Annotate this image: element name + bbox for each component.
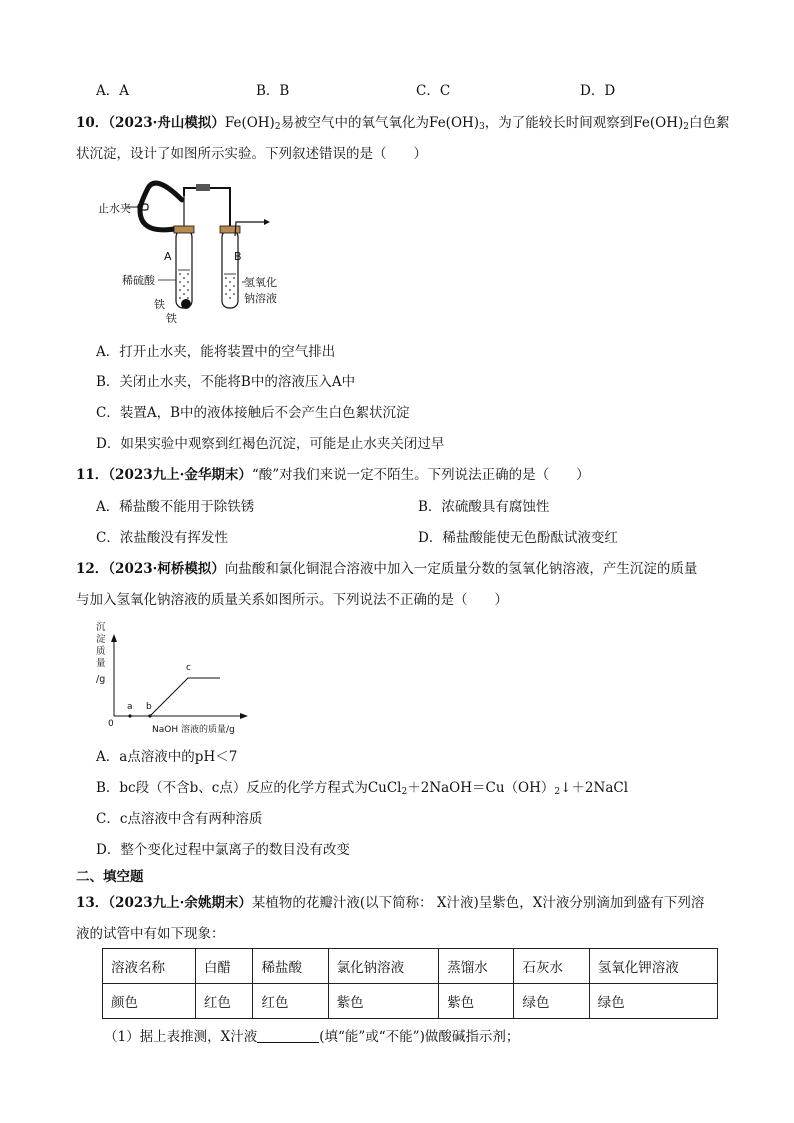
option-text: B．bc段（不含b、c点）反应的化学方程式为CuCl	[96, 780, 402, 796]
stem-text: 某植物的花瓣汁液(以下简称： X汁液)呈紫色，X汁液分别滴加到盛有下列溶	[251, 895, 705, 911]
subquestion-text: (填“能”或“不能”)做酸碱指示剂；	[319, 1029, 520, 1045]
table-cell: 紫色	[439, 984, 514, 1019]
q11-option-c: C．浓盐酸没有挥发性	[96, 530, 228, 546]
stem-text: ，为了能较长时间观察到Fe(OH)	[484, 115, 684, 131]
option-b: B．B	[256, 83, 290, 99]
question-13-line-2: 液的试管中有如下现象：	[76, 926, 225, 942]
acid-label: 稀硫酸	[122, 274, 155, 287]
table-cell: 氯化钠溶液	[328, 949, 439, 984]
question-11-stem	[76, 466, 590, 484]
apparatus-figure	[96, 174, 286, 326]
question-12-line-1	[76, 560, 697, 578]
rubber-tube	[140, 183, 182, 230]
table-cell: 白醋	[195, 949, 253, 984]
table-row	[103, 984, 718, 1019]
question-source: （2023九上·金华期末）	[108, 467, 252, 483]
section-heading: 二、填空题	[76, 869, 144, 885]
clamp-label: 止水夹	[98, 202, 131, 215]
table-cell: 绿色	[589, 984, 717, 1019]
question-source: （2023九上·余姚期末）	[108, 895, 252, 911]
origin-label: 0	[108, 719, 114, 729]
iron-label-2: 铁	[166, 312, 177, 325]
stem-text: 白色絮	[689, 115, 730, 131]
table-row	[103, 949, 718, 984]
q11-option-d: D．稀盐酸能使无色酚酞试液变红	[418, 530, 618, 546]
iron-lump	[181, 299, 191, 309]
subscript: 2	[554, 787, 561, 797]
point-c-label: c	[186, 663, 191, 673]
table-cell: 红色	[195, 984, 253, 1019]
x-axis-label: NaOH 溶液的质量/g	[152, 725, 235, 735]
svg-text:沉: 沉	[96, 622, 106, 633]
option-text: ↓＋2NaCl	[560, 780, 629, 796]
q12-option-a: A．a点溶液中的pH＜7	[96, 749, 238, 765]
option-a: A．A	[96, 83, 129, 99]
q10-option-b: B．关闭止水夹，不能将B中的溶液压入A中	[96, 374, 356, 390]
q11-option-b: B．浓硫酸具有腐蚀性	[418, 499, 550, 515]
subscript: 2	[274, 122, 281, 132]
q12-option-b	[96, 779, 628, 801]
question-number: 13．	[76, 895, 109, 911]
q11-option-a: A．稀盐酸不能用于除铁锈	[96, 499, 255, 515]
point-b-label: b	[146, 702, 152, 712]
naoh-label-1: 氢氧化	[244, 276, 277, 289]
q10-option-c: C．装置A，B中的液体接触后不会产生白色絮状沉淀	[96, 405, 410, 421]
question-number: 12．	[76, 561, 109, 577]
svg-text:量: 量	[96, 658, 106, 669]
answer-blank[interactable]	[257, 1030, 319, 1043]
tube-b	[222, 230, 238, 308]
subscript: 2	[683, 122, 690, 132]
tube-a-label: A	[164, 250, 172, 263]
table-cell: 稀盐酸	[253, 949, 328, 984]
option-text: ＋2NaOH＝Cu（OH）	[407, 780, 555, 796]
color-table	[102, 948, 718, 1019]
table-cell: 紫色	[328, 984, 439, 1019]
naoh-label-2: 钠溶液	[244, 292, 277, 305]
question-13-line-1	[76, 894, 704, 912]
question-source: （2023·舟山模拟）	[108, 115, 225, 131]
subscript: 3	[479, 122, 485, 132]
svg-text:质: 质	[96, 646, 106, 657]
stem-text: Fe(OH)	[224, 115, 275, 131]
question-number: 11．	[76, 467, 109, 483]
question-source: （2023·柯桥模拟）	[108, 561, 225, 577]
subscript: 2	[401, 787, 408, 797]
question-10-line-2: 状沉淀，设计了如图所示实验。下列叙述错误的是（ ）	[76, 146, 427, 162]
q12-option-d: D．整个变化过程中氯离子的数目没有改变	[96, 842, 350, 858]
table-cell: 蒸馏水	[439, 949, 514, 984]
table-cell: 氢氧化钾溶液	[589, 949, 717, 984]
table-cell: 颜色	[103, 984, 196, 1019]
question-12-line-2: 与加入氢氧化钠溶液的质量关系如图所示。下列说法不正确的是（ ）	[76, 592, 508, 608]
tube-a	[176, 230, 192, 308]
precipitate-graph	[94, 618, 254, 738]
question-number: 10．	[76, 115, 109, 131]
q10-option-a: A．打开止水夹，能将装置中的空气排出	[96, 344, 336, 360]
q12-option-c: C．c点溶液中含有两种溶质	[96, 811, 263, 827]
iron-label: 铁	[154, 298, 165, 311]
question-10-line-1	[76, 114, 730, 136]
subquestion-text: （1）据上表推测，X汁液	[104, 1029, 258, 1045]
option-d: D．D	[580, 83, 616, 99]
tube-b-label: B	[234, 250, 242, 263]
stem-text: 易被空气中的氧气氧化为Fe(OH)	[280, 115, 480, 131]
stem-text: “酸”对我们来说一定不陌生。下列说法正确的是（ ）	[251, 467, 590, 483]
table-cell: 绿色	[514, 984, 589, 1019]
q10-option-d: D．如果实验中观察到红褐色沉淀，可能是止水夹关闭过早	[96, 436, 445, 452]
svg-text:/g: /g	[96, 674, 106, 685]
table-cell: 石灰水	[514, 949, 589, 984]
table-cell: 溶液名称	[103, 949, 196, 984]
stem-text: 向盐酸和氯化铜混合溶液中加入一定质量分数的氢氧化钠溶液，产生沉淀的质量	[224, 561, 698, 577]
q13-subquestion-1	[104, 1028, 519, 1046]
svg-text:淀: 淀	[96, 634, 106, 645]
y-axis-label	[96, 622, 106, 685]
table-cell: 红色	[253, 984, 328, 1019]
option-c: C．C	[416, 83, 451, 99]
point-a-label: a	[127, 702, 133, 712]
